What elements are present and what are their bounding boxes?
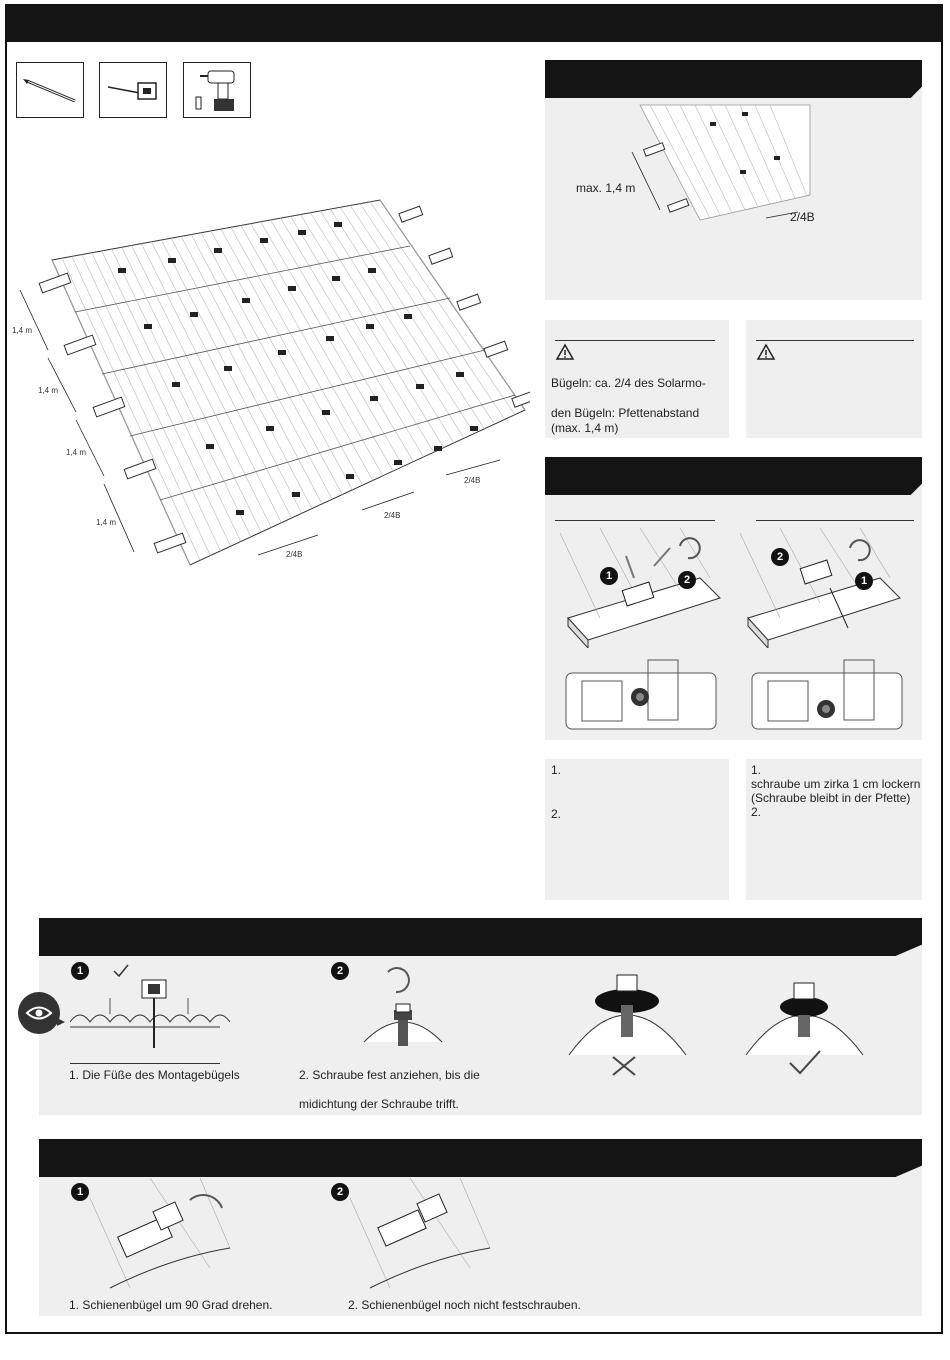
rail-caption2: 2. Schienenbügel noch nicht festschrauben. xyxy=(348,1298,581,1312)
screw-overtightened-diagram xyxy=(565,965,690,1080)
mounting-bracket xyxy=(224,366,232,371)
spacing-label-3: 2/4B xyxy=(286,550,303,559)
tool-pencil xyxy=(16,62,84,118)
mounting-bracket xyxy=(292,492,300,497)
drill-icon xyxy=(184,63,250,117)
mounting-bracket xyxy=(434,446,442,451)
bracket-install-right-diagram xyxy=(740,528,915,648)
warning-icon xyxy=(756,343,776,361)
notes-right-item2: 2. xyxy=(751,805,762,819)
step-panel-header xyxy=(545,457,922,495)
mounting-bracket xyxy=(404,314,412,319)
mounting-bracket xyxy=(260,238,268,243)
step-badge-one-right: 1 xyxy=(855,572,873,590)
mounting-caption1: 1. Die Füße des Montagebügels xyxy=(69,1068,240,1082)
distance-label-1: 1,4 m xyxy=(12,326,33,335)
screw-tighten-diagram xyxy=(358,962,448,1054)
detail-roof-diagram xyxy=(560,100,910,240)
mounting-bracket xyxy=(332,276,340,281)
warning-icon xyxy=(555,343,575,361)
notes-right-line1: schraube um zirka 1 cm lockern xyxy=(751,777,921,791)
mounting-bracket xyxy=(298,230,306,235)
warning-left-line3: (max. 1,4 m) xyxy=(551,421,619,435)
mounting-bracket xyxy=(214,248,222,253)
top-header-bar xyxy=(5,4,943,42)
mounting-caption2-line1: 2. Schraube fest anziehen, bis die xyxy=(299,1068,480,1082)
mounting-step1-rule xyxy=(70,1063,220,1064)
rail-step1-badge: 1 xyxy=(71,1183,89,1201)
warning-left-line2: den Bügeln: Pfettenabstand xyxy=(551,406,700,420)
distance-label-3: 1,4 m xyxy=(66,448,87,457)
rail-step2-badge: 2 xyxy=(331,1183,349,1201)
mounting-bracket xyxy=(370,396,378,401)
notes-right-line2: (Schraube bleibt in der Pfette) xyxy=(751,791,911,805)
warning-right-rule xyxy=(756,340,914,341)
mounting-bracket xyxy=(278,350,286,355)
mounting-step1-badge: 1 xyxy=(71,962,89,980)
mounting-caption2-line2: midichtung der Schraube trifft. xyxy=(299,1097,459,1111)
rail-caption1: 1. Schienenbügel um 90 Grad drehen. xyxy=(69,1298,273,1312)
tool-drill xyxy=(183,62,251,118)
step-badge-two: 2 xyxy=(678,571,696,589)
roof-layout-diagram xyxy=(10,190,530,580)
notes-left-item2: 2. xyxy=(551,807,562,821)
mounting-bracket xyxy=(456,372,464,377)
mounting-bracket xyxy=(206,444,214,449)
spacing-label-2: 2/4B xyxy=(384,511,401,520)
mounting-bracket xyxy=(190,312,198,317)
mounting-bracket xyxy=(266,426,274,431)
step-right-rule xyxy=(756,520,914,521)
mounting-step2-badge: 2 xyxy=(331,962,349,980)
bracket-top-view-right xyxy=(748,655,906,735)
mounting-bracket xyxy=(242,298,250,303)
distance-label-2: 1,4 m xyxy=(38,386,59,395)
tape-measure-icon xyxy=(100,63,166,117)
step-left-rule xyxy=(555,520,715,521)
mounting-bracket xyxy=(322,410,330,415)
detail-distance-label: max. 1,4 m xyxy=(576,181,636,195)
mounting-bracket xyxy=(334,222,342,227)
bracket-install-left-diagram xyxy=(560,528,730,648)
mounting-bracket xyxy=(118,268,126,273)
mounting-bracket xyxy=(326,336,334,341)
notes-right-item1: 1. xyxy=(751,763,762,777)
mounting-bracket xyxy=(144,324,152,329)
mounting-bracket xyxy=(366,324,374,329)
eye-icon xyxy=(17,990,65,1036)
bracket-seating-diagram xyxy=(70,968,230,1058)
mounting-bracket xyxy=(236,510,244,515)
rail-bracket-section-header xyxy=(39,1139,922,1177)
mounting-bracket xyxy=(394,460,402,465)
rail-rotate-diagram xyxy=(90,1178,260,1293)
mounting-bracket xyxy=(416,384,424,389)
notes-panel-left xyxy=(545,759,729,900)
pencil-icon xyxy=(17,63,83,117)
warning-left-rule xyxy=(555,340,715,341)
bracket-top-view-left xyxy=(562,655,720,735)
mounting-bracket xyxy=(172,382,180,387)
mounting-bracket xyxy=(288,286,296,291)
detail-panel-header xyxy=(545,60,922,98)
mounting-bracket xyxy=(168,258,176,263)
detail-spacing-label: 2/4B xyxy=(790,210,815,224)
tool-tape xyxy=(99,62,167,118)
step-badge-one: 1 xyxy=(600,567,618,585)
mounting-bracket xyxy=(346,474,354,479)
warning-panel-right xyxy=(746,320,922,438)
mounting-bracket xyxy=(368,268,376,273)
spacing-label-1: 2/4B xyxy=(464,476,481,485)
warning-left-line1: Bügeln: ca. 2/4 des Solarmo- xyxy=(551,376,706,390)
mounting-bracket xyxy=(470,426,478,431)
screw-correct-diagram xyxy=(742,965,867,1080)
rail-placed-diagram xyxy=(350,1178,510,1293)
notes-left-item1: 1. xyxy=(551,763,562,777)
step-badge-two-right: 2 xyxy=(771,548,789,566)
distance-label-4: 1,4 m xyxy=(96,518,117,527)
mounting-section-header xyxy=(39,918,922,956)
